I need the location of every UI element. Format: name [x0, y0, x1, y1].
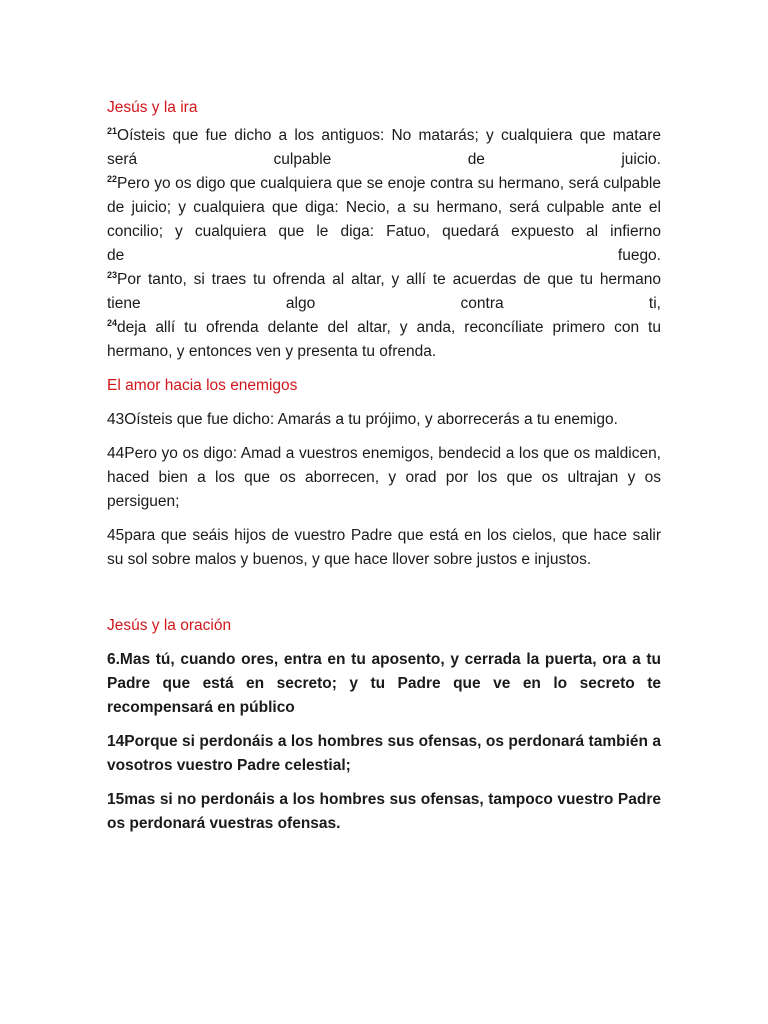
- paragraph-14: 14Porque si perdonáis a los hombres sus ofensas, os perdonará también a vosotros vuestro Padre celestial;: [107, 733, 661, 774]
- verse-number: 24: [107, 317, 118, 328]
- verse-23-line1: [107, 268, 661, 292]
- paragraph-44: 44Pero yo os digo: Amad a vuestros enemigos, bendecid a los que os maldicen, haced bien a los que os aborrecen, y orad por los que os ultrajan y os persiguen;: [107, 445, 661, 510]
- verse-22-body: [107, 172, 661, 244]
- verse-23-line2: [107, 292, 661, 316]
- verse-21-line2: [107, 148, 661, 172]
- verse-22-lastline: [107, 244, 661, 268]
- verse-word: ti,: [648, 295, 661, 312]
- verse-word: algo: [285, 295, 316, 312]
- paragraph-6: 6.Mas tú, cuando ores, entra en tu aposento, y cerrada la puerta, ora a tu Padre que está en secreto; y tu Padre que ve en lo secreto te recompensará en público: [107, 651, 661, 716]
- section-heading-enemigos: El amor hacia los enemigos: [107, 377, 298, 394]
- section-heading-ira: Jesús y la ira: [107, 99, 198, 116]
- verse-text: Pero yo os digo que cualquiera que se enoje contra su hermano, será culpable de juicio; y cualquiera que diga: Necio, a su hermano, será culpable ante el concilio; y cualquiera que le diga: Fatuo, quedará expuesto al infierno: [107, 175, 661, 240]
- verse-word: culpable: [273, 151, 332, 168]
- verse-number: 23: [107, 269, 118, 280]
- verse-word: contra: [460, 295, 504, 312]
- verse-number: 21: [107, 125, 118, 136]
- verse-24: [107, 316, 661, 364]
- paragraph-15: 15mas si no perdonáis a los hombres sus ofensas, tampoco vuestro Padre os perdonará vuestras ofensas.: [107, 791, 661, 832]
- verse-word: fuego.: [617, 247, 661, 264]
- paragraph-43: 43Oísteis que fue dicho: Amarás a tu prójimo, y aborrecerás a tu enemigo.: [107, 411, 618, 428]
- section-heading-oracion: Jesús y la oración: [107, 617, 232, 634]
- verse-23: [107, 268, 661, 316]
- verse-22: [107, 172, 661, 268]
- verse-text: deja allí tu ofrenda delante del altar, y anda, reconcíliate primero con tu hermano, y entonces ven y presenta tu ofrenda.: [107, 319, 661, 360]
- verse-word: tiene: [107, 295, 141, 312]
- verse-text: Oísteis que fue dicho a los antiguos: No matarás; y cualquiera que matare: [117, 127, 661, 144]
- verse-text: Por tanto, si traes tu ofrenda al altar, y allí te acuerdas de que tu hermano: [117, 271, 661, 288]
- verse-word: será: [107, 151, 138, 168]
- verse-word: de: [107, 247, 125, 264]
- verse-21-line1: [107, 124, 661, 148]
- document-page: [107, 96, 661, 836]
- paragraph-45: 45para que seáis hijos de vuestro Padre que está en los cielos, que hace salir su sol sobre malos y buenos, y que hace llover sobre justos e injustos.: [107, 527, 661, 568]
- verse-21: [107, 124, 661, 172]
- verse-word: juicio.: [621, 151, 661, 168]
- verse-number: 22: [107, 173, 118, 184]
- verse-word: de: [467, 151, 485, 168]
